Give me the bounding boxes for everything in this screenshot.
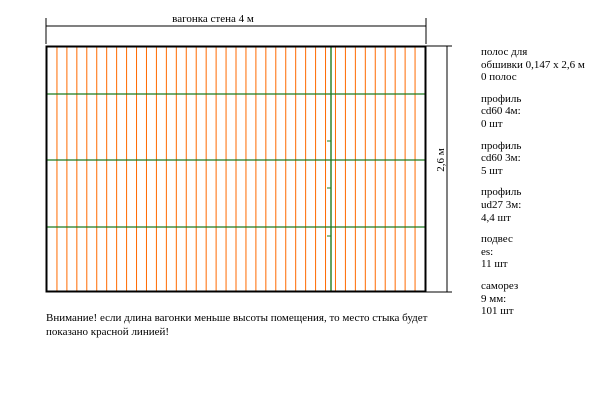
stat-value: 0 полос — [481, 71, 517, 84]
stat-hanger-es — [481, 233, 601, 271]
stat-value: 4,4 шт — [481, 211, 511, 224]
stat-line: es: — [481, 245, 494, 258]
stat-cd60-4m — [481, 93, 601, 131]
stat-line: профиль — [481, 92, 522, 105]
height-dimension — [426, 46, 452, 292]
stat-screw-9mm — [481, 280, 601, 318]
stat-line: cd60 3м: — [481, 152, 521, 165]
stat-ud27-3m — [481, 186, 601, 224]
board-strips — [57, 47, 415, 291]
stat-value: 5 шт — [481, 164, 503, 177]
stat-line: cd60 4м: — [481, 105, 521, 118]
stat-line: 9 мм: — [481, 292, 507, 305]
wall-width-label: вагонка стена 4 м — [172, 13, 254, 25]
stat-strips — [481, 46, 601, 84]
stat-value: 0 шт — [481, 117, 503, 130]
stat-cd60-3m — [481, 140, 601, 178]
wall-height-label: 2,6 м — [435, 148, 447, 172]
stat-line: саморез — [481, 279, 519, 292]
width-dimension — [46, 13, 426, 44]
materials-summary — [481, 46, 601, 327]
stat-line: обшивки 0,147 x 2,6 м — [481, 58, 585, 71]
stat-line: профиль — [481, 186, 522, 199]
stat-line: полос для — [481, 46, 528, 58]
stat-value: 11 шт — [481, 258, 508, 271]
stat-line: ud27 3м: — [481, 198, 522, 211]
warning-note: Внимание! если длина вагонки меньше высоты помещения, то место стыка будет показано красной линией! — [46, 312, 428, 338]
stat-value: 101 шт — [481, 305, 514, 318]
stat-line: подвес — [481, 233, 513, 246]
stat-line: профиль — [481, 139, 522, 152]
vertical-profile-group — [327, 47, 331, 291]
